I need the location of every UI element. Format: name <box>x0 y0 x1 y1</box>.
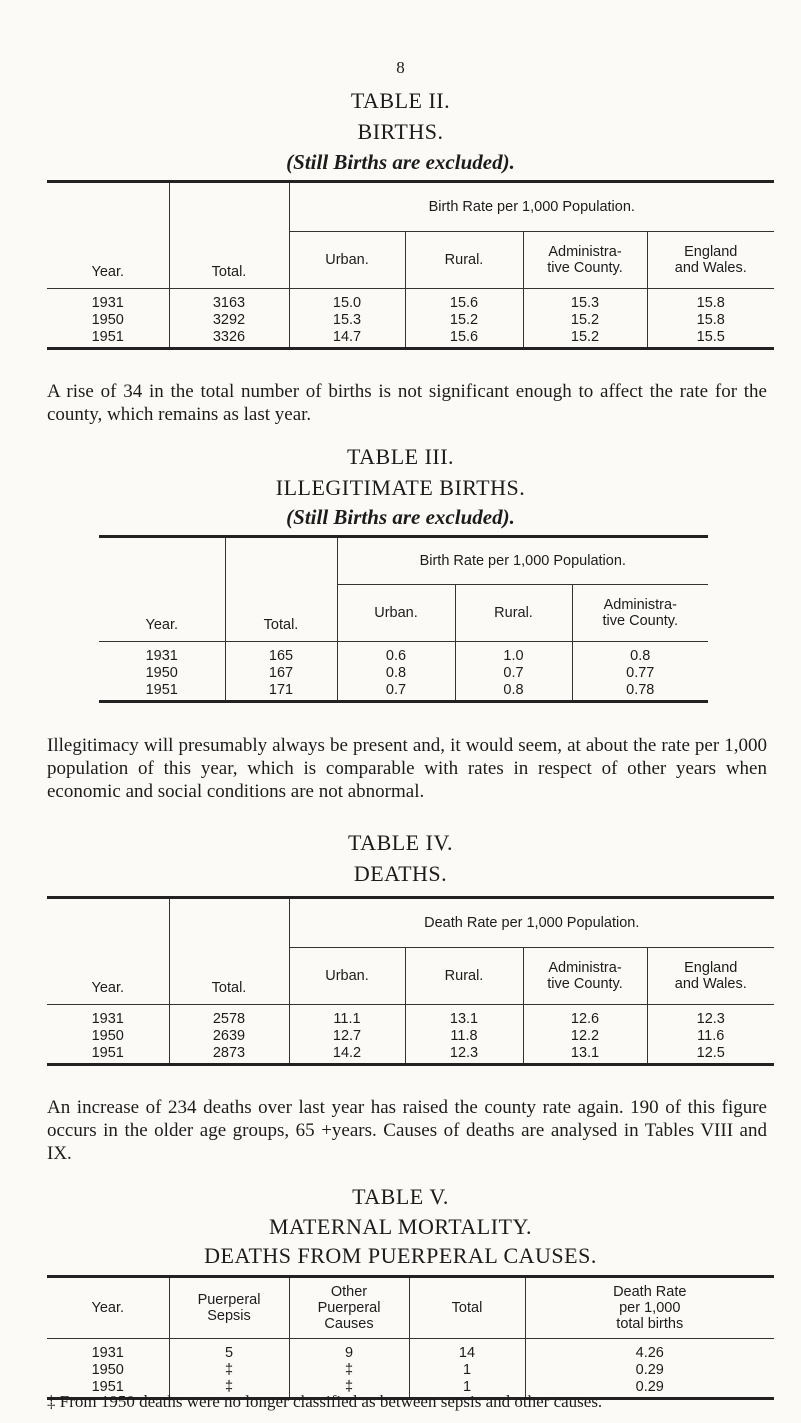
table3-cell: 0.8 <box>572 642 708 666</box>
table4-cell: 13.1 <box>523 1045 647 1065</box>
table3-title: TABLE III. <box>346 444 455 469</box>
table4-header-total: Total. <box>169 898 289 1005</box>
table3-cell: 165 <box>225 642 337 666</box>
table2-cell: 15.2 <box>523 329 647 349</box>
table4-cell: 12.3 <box>647 1005 774 1029</box>
table4-header-england: England and Wales. <box>647 948 774 1005</box>
table3-note: (Still Births are excluded). <box>286 505 515 529</box>
table5-header-rate: Death Rate per 1,000 total births <box>525 1277 774 1339</box>
table5-header-total: Total <box>409 1277 525 1339</box>
table4-header-group: Death Rate per 1,000 Population. <box>289 898 774 948</box>
table2-cell: 15.6 <box>405 289 523 313</box>
table3-cell: 0.77 <box>572 665 708 682</box>
table3-header-rural: Rural. <box>455 585 572 642</box>
table3-header-admin: Administra- tive County. <box>572 585 708 642</box>
table4-cell: 2873 <box>169 1045 289 1065</box>
table4-title: TABLE IV. <box>348 830 453 855</box>
table2-births <box>47 180 774 350</box>
table5-cell: 1931 <box>91 1345 124 1361</box>
table5-cell: 1950 <box>91 1362 124 1378</box>
table4-cell: 13.1 <box>405 1005 523 1029</box>
table2-cell: 15.8 <box>647 289 774 313</box>
paragraph-births: A rise of 34 in the total number of births is not significant enough to affect the rate for the county, which remains as last year. <box>47 381 767 425</box>
table4-cell: 11.1 <box>289 1005 405 1029</box>
table3-header-urban: Urban. <box>337 585 455 642</box>
table4-cell: 1950 <box>91 1028 124 1044</box>
table3-cell: 0.7 <box>455 665 572 682</box>
table2-header-total: Total. <box>169 182 289 289</box>
table-row <box>47 1339 774 1363</box>
table5-cell: 9 <box>289 1339 409 1363</box>
paragraph-deaths: An increase of 234 deaths over last year has raised the county rate again. 190 of this figure occurs in the older age groups, 65 +years. Causes of deaths are analysed in Tables VIII and IX. <box>47 1097 767 1164</box>
table2-header-urban: Urban. <box>289 232 405 289</box>
table4-subtitle: DEATHS. <box>353 861 448 886</box>
table4-header-year: Year. <box>47 898 169 1005</box>
table2-cell: 15.3 <box>523 289 647 313</box>
table4-header-urban: Urban. <box>289 948 405 1005</box>
table2-note: (Still Births are excluded). <box>286 150 515 174</box>
table2-cell: 3163 <box>169 289 289 313</box>
footnote: ‡ From 1950 deaths were no longer classified as between sepsis and other causes. <box>47 1392 603 1411</box>
table4-cell: 2639 <box>169 1028 289 1045</box>
table3-cell: 1.0 <box>455 642 572 666</box>
table5-cell: ‡ <box>289 1362 409 1379</box>
table5-cell: 14 <box>409 1339 525 1363</box>
table5-maternal-mortality <box>47 1275 774 1400</box>
table3-cell: 171 <box>225 682 337 702</box>
table2-header-admin: Administra- tive County. <box>523 232 647 289</box>
table2-cell: 3326 <box>169 329 289 349</box>
table2-cell: 1950 <box>91 312 124 328</box>
table3-cell: 1931 <box>145 648 178 664</box>
table5-header-other: Other Puerperal Causes <box>289 1277 409 1339</box>
table3-illegitimate-births <box>99 535 708 703</box>
table5-cell: 0.29 <box>525 1379 774 1399</box>
table2-cell: 15.6 <box>405 329 523 349</box>
table4-header-rural: Rural. <box>405 948 523 1005</box>
table4-cell: 12.7 <box>289 1028 405 1045</box>
table3-cell: 0.78 <box>572 682 708 702</box>
table2-cell: 14.7 <box>289 329 405 349</box>
table-row <box>47 1005 774 1029</box>
table2-header-group: Birth Rate per 1,000 Population. <box>289 182 774 232</box>
table-row <box>47 312 774 329</box>
table4-header-admin: Administra- tive County. <box>523 948 647 1005</box>
table4-cell: 14.2 <box>289 1045 405 1065</box>
table-row <box>99 642 708 666</box>
table5-cell: 1951 <box>91 1379 124 1395</box>
table2-header-england: England and Wales. <box>647 232 774 289</box>
table3-header-total: Total. <box>225 537 337 642</box>
table4-cell: 12.5 <box>647 1045 774 1065</box>
table-row <box>47 1362 774 1379</box>
table-row <box>99 665 708 682</box>
table5-cell: ‡ <box>169 1379 289 1399</box>
table4-cell: 1951 <box>91 1045 124 1061</box>
table3-cell: 1950 <box>145 665 178 681</box>
table2-cell: 15.3 <box>289 312 405 329</box>
table5-cell: 0.29 <box>525 1362 774 1379</box>
table4-cell: 12.6 <box>523 1005 647 1029</box>
table5-header-sepsis: Puerperal Sepsis <box>169 1277 289 1339</box>
table3-cell: 0.7 <box>337 682 455 702</box>
table5-cell: ‡ <box>289 1379 409 1399</box>
table3-header-group: Birth Rate per 1,000 Population. <box>337 537 708 585</box>
table-row <box>47 289 774 313</box>
table5-cell: ‡ <box>169 1362 289 1379</box>
table5-header-year: Year. <box>47 1277 169 1339</box>
table-row <box>47 329 774 349</box>
table5-subtitle: MATERNAL MORTALITY. <box>268 1214 533 1239</box>
table3-cell: 0.8 <box>455 682 572 702</box>
table2-cell: 15.8 <box>647 312 774 329</box>
table3-cell: 1951 <box>145 682 178 698</box>
table3-cell: 167 <box>225 665 337 682</box>
table2-cell: 15.2 <box>405 312 523 329</box>
paragraph-illegitimacy: Illegitimacy will presumably always be present and, it would seem, at about the rate per 1,000 population of this year, which is comparable with rates in respect of other years when economic and social conditions are not abnormal. <box>47 735 767 802</box>
table2-title: TABLE II. <box>350 88 451 113</box>
table4-cell: 1931 <box>91 1011 124 1027</box>
table2-cell: 1931 <box>91 295 124 311</box>
table2-header-year: Year. <box>47 182 169 289</box>
table2-cell: 15.2 <box>523 312 647 329</box>
table5-cell: 4.26 <box>525 1339 774 1363</box>
table2-header-rural: Rural. <box>405 232 523 289</box>
table3-subtitle: ILLEGITIMATE BIRTHS. <box>275 475 526 500</box>
table2-cell: 3292 <box>169 312 289 329</box>
table2-cell: 1951 <box>91 329 124 345</box>
table4-cell: 11.8 <box>405 1028 523 1045</box>
table-row <box>99 682 708 702</box>
table5-subtitle2: DEATHS FROM PUERPERAL CAUSES. <box>204 1243 597 1268</box>
table-row <box>47 1028 774 1045</box>
table4-cell: 12.2 <box>523 1028 647 1045</box>
table4-cell: 12.3 <box>405 1045 523 1065</box>
table2-cell: 15.0 <box>289 289 405 313</box>
table-row <box>47 1045 774 1065</box>
table3-cell: 0.8 <box>337 665 455 682</box>
table4-cell: 2578 <box>169 1005 289 1029</box>
table5-cell: 1 <box>409 1379 525 1399</box>
table2-cell: 15.5 <box>647 329 774 349</box>
table5-cell: 1 <box>409 1362 525 1379</box>
table4-deaths <box>47 896 774 1066</box>
table3-cell: 0.6 <box>337 642 455 666</box>
table5-cell: 5 <box>169 1339 289 1363</box>
page-number: 8 <box>396 58 405 77</box>
table2-subtitle: BIRTHS. <box>357 119 444 144</box>
table4-cell: 11.6 <box>647 1028 774 1045</box>
table3-header-year: Year. <box>99 537 225 642</box>
table5-title: TABLE V. <box>352 1184 449 1209</box>
